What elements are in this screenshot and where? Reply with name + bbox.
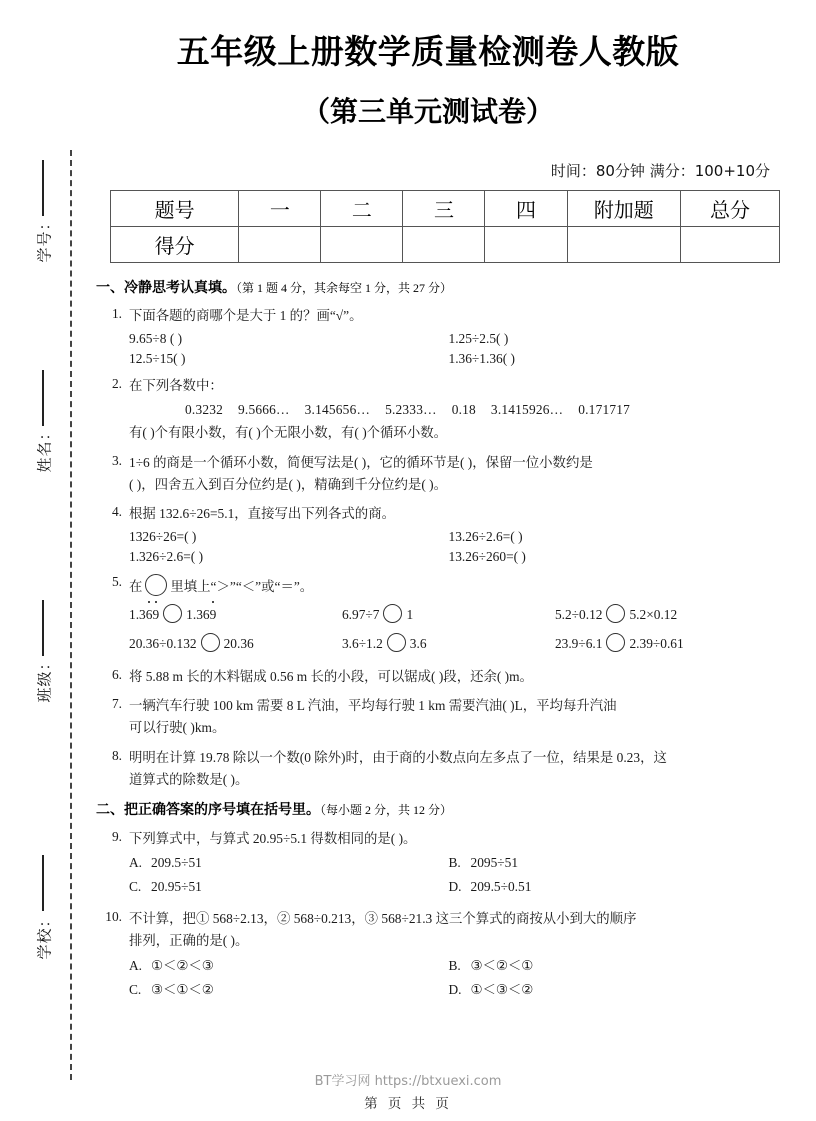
question-1 — [96, 304, 768, 369]
question-9 — [96, 827, 768, 902]
question-3 — [96, 451, 768, 498]
fold-dashed-line — [70, 150, 72, 1080]
q5-1-left-repeat-2: 9 — [152, 605, 159, 625]
option-d-label: D. — [448, 981, 462, 997]
question-9-option-d[interactable] — [449, 877, 769, 897]
question-5-row-2 — [129, 633, 768, 654]
question-2-number-list — [129, 400, 768, 420]
option-c-text: ③＜①＜② — [151, 981, 214, 997]
question-2-stem: 在下列各数中： — [129, 378, 223, 394]
exam-meta-info: 时间：80分钟 满分：100+10分 — [550, 162, 770, 180]
score-table-col-1: 一 — [239, 191, 321, 227]
q5-5-right: 3.6 — [409, 636, 427, 652]
option-b-text: ③＜②＜① — [470, 957, 534, 973]
question-10-number: 10. — [105, 908, 122, 924]
score-table-row-header-1: 题号 — [111, 191, 239, 227]
question-4-number: 4. — [111, 504, 122, 520]
q5-6-right: 2.39÷0.61 — [629, 636, 684, 652]
table-row — [111, 227, 780, 263]
comparison-circle-icon[interactable] — [606, 604, 625, 623]
rail-divider-4 — [42, 855, 44, 911]
question-9-number: 9. — [111, 828, 122, 844]
question-1-item-1[interactable]: 9.65÷8 ( ) — [129, 330, 183, 346]
question-9-options-row-1 — [129, 853, 768, 873]
question-5-row-1 — [129, 604, 768, 625]
page-number-footer: 第 页 共 页 — [364, 1096, 452, 1112]
option-c-label: C. — [129, 981, 142, 997]
section-2-title: 二、把正确答案的序号填在括号里。 — [96, 802, 320, 819]
score-table-col-total: 总分 — [681, 191, 780, 227]
question-10-option-b[interactable] — [449, 956, 769, 976]
comparison-circle-icon — [145, 574, 167, 596]
score-table-col-3: 三 — [403, 191, 485, 227]
score-table-row-header-2: 得分 — [111, 227, 239, 263]
question-10-option-d[interactable] — [449, 980, 769, 1000]
question-9-option-b[interactable] — [449, 853, 769, 873]
option-c-text: 20.95÷51 — [151, 879, 202, 895]
question-5-stem-suffix: 里填上“＞”“＜”或“＝”。 — [170, 579, 314, 595]
option-a-label: A. — [129, 957, 143, 973]
option-a-label: A. — [129, 855, 143, 871]
option-b-text: 2095÷51 — [470, 855, 519, 871]
exam-body — [96, 272, 768, 1004]
question-4-items-row-2 — [129, 547, 768, 567]
comparison-circle-icon[interactable] — [201, 633, 220, 652]
question-1-number: 1. — [111, 306, 122, 322]
question-9-option-a[interactable] — [129, 853, 449, 873]
score-cell-1[interactable] — [239, 227, 321, 263]
question-4-item-4[interactable]: 13.26÷260=( ) — [448, 549, 526, 565]
question-5-item-3[interactable] — [555, 604, 768, 625]
question-5-stem — [129, 574, 768, 597]
score-cell-total[interactable] — [681, 227, 780, 263]
section-2-points: （每小题 2 分，共 12 分） — [320, 803, 453, 818]
question-6-number: 6. — [111, 666, 122, 682]
score-table — [110, 190, 780, 263]
question-5-stem-prefix: 在 — [129, 579, 143, 595]
comparison-circle-icon[interactable] — [606, 633, 625, 652]
q5-3-right: 5.2×0.12 — [629, 606, 678, 622]
q5-1-right-int: 1.36 — [186, 606, 210, 622]
section-heading-2 — [96, 800, 768, 821]
question-5-item-1[interactable] — [129, 604, 342, 625]
question-9-stem[interactable]: 下列算式中，与算式 20.95÷5.1 得数相同的是( )。 — [129, 830, 417, 846]
question-6 — [96, 665, 768, 689]
q5-6-left: 23.9÷6.1 — [554, 636, 603, 652]
question-2-answer-line[interactable]: 有( )个有限小数，有( )个无限小数，有( )个循环小数。 — [129, 425, 447, 441]
question-9-option-c[interactable] — [129, 877, 449, 897]
question-6-text[interactable]: 将 5.88 m 长的木料锯成 0.56 m 长的小段，可以锯成( )段，还余( )m。 — [129, 668, 533, 684]
page-title: 五年级上册数学质量检测卷人教版 — [176, 32, 680, 71]
question-5-item-4[interactable] — [129, 633, 342, 654]
question-2-number-3: 3.145656… — [304, 401, 371, 417]
question-2-number-6: 3.1415926… — [490, 401, 564, 417]
question-7-number: 7. — [111, 695, 122, 711]
question-4-stem: 根据 132.6÷26=5.1，直接写出下列各式的商。 — [129, 506, 395, 522]
option-d-text: 209.5÷0.51 — [470, 879, 532, 895]
question-9-options-row-2 — [129, 877, 768, 897]
table-row — [111, 191, 780, 227]
question-8 — [96, 746, 768, 793]
question-1-item-3[interactable]: 12.5÷15( ) — [129, 351, 186, 367]
question-4 — [96, 502, 768, 567]
question-1-items-row-2 — [129, 349, 768, 369]
score-cell-bonus[interactable] — [567, 227, 681, 263]
question-2-number-7: 0.171717 — [578, 401, 631, 417]
option-d-text: ①＜③＜② — [470, 981, 534, 997]
question-7-line-2[interactable]: 可以行驶( )km。 — [129, 720, 226, 736]
section-1-title: 一、冷静思考认真填。 — [96, 280, 236, 296]
comparison-circle-icon[interactable] — [387, 633, 406, 652]
question-1-stem: 下面各题的商哪个是大于 1 的？画“√”。 — [129, 308, 363, 324]
sidebar-item-class: 班级： — [35, 654, 54, 703]
question-2-number-1: 0.3232 — [185, 401, 224, 417]
q5-2-left: 6.97÷7 — [341, 606, 380, 622]
question-4-item-3[interactable]: 1.326÷2.6=( ) — [129, 549, 204, 565]
option-a-text: 209.5÷51 — [151, 855, 202, 871]
question-10 — [96, 907, 768, 1005]
sidebar-item-name: 姓名： — [35, 424, 54, 473]
question-5-number: 5. — [111, 574, 122, 590]
option-b-label: B. — [448, 957, 461, 973]
q5-4-left: 20.36÷0.132 — [129, 636, 197, 652]
question-10-line-2[interactable]: 排列，正确的是( )。 — [129, 933, 249, 949]
q5-3-left: 5.2÷0.12 — [554, 606, 603, 622]
sidebar-item-school: 学校： — [35, 911, 54, 960]
question-10-line-1: 不计算，把① 568÷2.13，② 568÷0.213，③ 568÷21.3 这三个算式的商按从小到大的顺序 — [129, 910, 637, 926]
comparison-circle-icon[interactable] — [383, 604, 402, 623]
question-7 — [96, 694, 768, 741]
question-2-number-4: 5.2333… — [385, 401, 437, 417]
q5-1-left-repeat-1: 6 — [146, 605, 153, 625]
question-10-options-row-2 — [129, 980, 768, 1000]
option-a-text: ①＜②＜③ — [151, 957, 214, 973]
question-10-options-row-1 — [129, 956, 768, 976]
page-subtitle: （第三单元测试卷） — [301, 95, 554, 128]
score-cell-2[interactable] — [321, 227, 403, 263]
q5-4-right: 20.36 — [223, 636, 254, 652]
question-2-number: 2. — [111, 376, 122, 392]
question-8-number: 8. — [111, 747, 122, 763]
score-table-col-4: 四 — [485, 191, 567, 227]
question-3-line-2[interactable]: ( )，四舍五入到百分位约是( )，精确到千分位约是( )。 — [129, 476, 447, 492]
option-b-label: B. — [448, 855, 461, 871]
q5-1-left-int: 1.3 — [129, 606, 146, 622]
q5-2-right: 1 — [406, 606, 414, 622]
question-3-line-1[interactable]: 1÷6 的商是一个循环小数，简便写法是( )，它的循环节是( )，保留一位小数约是 — [129, 454, 593, 470]
question-4-items-row-1 — [129, 527, 768, 547]
score-table-col-2: 二 — [321, 191, 403, 227]
question-5 — [96, 572, 768, 654]
question-10-option-c[interactable] — [129, 980, 449, 1000]
score-cell-3[interactable] — [403, 227, 485, 263]
question-8-line-1[interactable]: 明明在计算 19.78 除以一个数(0 除外)时，由于商的小数点向左多点了一位，结果是 0.23，这 — [129, 749, 667, 765]
question-2-number-2: 9.5666… — [238, 401, 290, 417]
question-4-item-2[interactable]: 13.26÷2.6=( ) — [448, 528, 523, 544]
question-5-item-2[interactable] — [342, 604, 555, 625]
option-d-label: D. — [448, 879, 462, 895]
question-1-items-row-1 — [129, 329, 768, 349]
section-1-points: （第 1 题 4 分，其余每空 1 分，共 27 分） — [236, 281, 453, 295]
question-7-line-1[interactable]: 一辆汽车行驶 100 km 需要 8 L 汽油，平均每行驶 1 km 需要汽油( )L，平均每升汽油 — [129, 697, 617, 713]
score-table-col-bonus: 附加题 — [567, 191, 681, 227]
question-1-item-2[interactable]: 1.25÷2.5( ) — [448, 330, 509, 346]
question-5-item-5[interactable] — [342, 633, 555, 654]
question-3-number: 3. — [111, 452, 122, 468]
left-margin-rail — [0, 0, 96, 1121]
section-heading-1 — [96, 278, 768, 299]
question-2 — [96, 374, 768, 445]
option-c-label: C. — [129, 879, 142, 895]
question-2-number-5: 0.18 — [451, 401, 476, 417]
site-watermark: BT学习网 https://btxuexi.com — [314, 1074, 502, 1089]
question-1-item-4[interactable]: 1.36÷1.36( ) — [448, 351, 515, 367]
score-cell-4[interactable] — [485, 227, 567, 263]
comparison-circle-icon[interactable] — [163, 604, 182, 623]
q5-1-right-repeat: 9 — [210, 605, 217, 625]
q5-5-left: 3.6÷1.2 — [341, 636, 383, 652]
question-8-line-2[interactable]: 道算式的除数是( )。 — [129, 772, 249, 788]
sidebar-item-student-number: 学号： — [35, 214, 54, 263]
question-10-option-a[interactable] — [129, 956, 449, 976]
question-4-item-1[interactable]: 1326÷26=( ) — [129, 528, 197, 544]
question-5-item-6[interactable] — [555, 633, 768, 654]
